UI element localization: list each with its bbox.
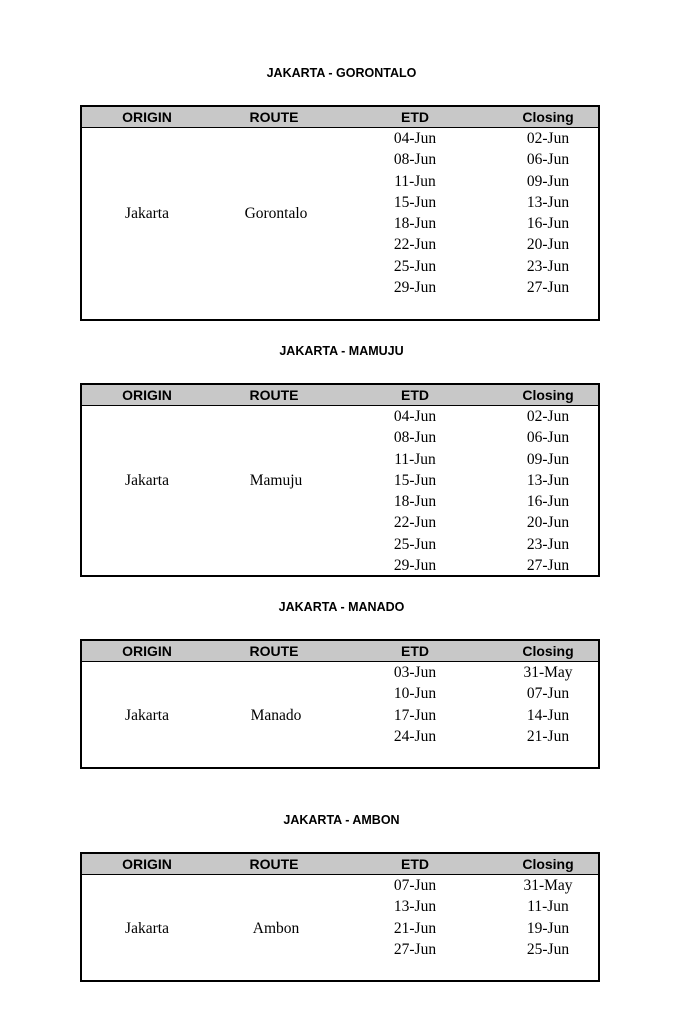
table-row [82,555,598,576]
table-row [82,213,598,234]
table-row [82,149,598,170]
etd-cell: 10-Jun [393,685,437,703]
closing-cell: 13-Jun [526,471,570,489]
etd-cell: 13-Jun [393,898,437,916]
etd-cell: 03-Jun [393,664,437,681]
table-row [82,726,598,747]
section-title: JAKARTA - AMBON [283,813,400,827]
route-cell: Mamuju [249,472,303,489]
etd-cell: 15-Jun [393,471,437,489]
table-row [82,427,598,448]
closing-cell: 27-Jun [526,557,570,575]
closing-cell: 23-Jun [526,535,570,553]
table-header [82,641,598,662]
etd-cell: 21-Jun [393,919,437,937]
header-etd: ETD [401,856,429,872]
route-cell: Ambon [252,920,300,937]
etd-cell: 25-Jun [393,535,437,553]
route-cell: Gorontalo [244,205,308,222]
table-row [82,939,598,960]
etd-cell: 24-Jun [393,727,437,745]
closing-cell: 06-Jun [526,151,570,169]
closing-cell: 14-Jun [526,706,570,724]
etd-cell: 29-Jun [393,279,437,297]
closing-cell: 21-Jun [526,727,570,745]
closing-cell: 16-Jun [526,493,570,511]
etd-cell: 15-Jun [393,193,437,211]
closing-cell: 23-Jun [526,257,570,275]
closing-cell: 19-Jun [526,919,570,937]
etd-cell: 18-Jun [393,493,437,511]
closing-cell: 16-Jun [526,215,570,233]
header-route: ROUTE [249,387,299,403]
header-origin: ORIGIN [122,856,172,872]
rows [82,662,598,747]
closing-cell: 27-Jun [526,279,570,297]
etd-cell: 04-Jun [393,130,437,147]
closing-cell: 02-Jun [526,408,570,425]
header-etd: ETD [401,109,429,125]
header-etd: ETD [401,387,429,403]
table-row [82,875,598,896]
route-cell: Manado [250,707,302,724]
closing-cell: 20-Jun [526,236,570,254]
table-row [82,491,598,512]
closing-cell: 11-Jun [527,898,569,916]
table-header [82,385,598,406]
origin-cell: Jakarta [125,920,169,937]
header-closing: Closing [522,856,574,872]
table-row [82,171,598,192]
closing-cell: 13-Jun [526,193,570,211]
section-title: JAKARTA - MANADO [278,600,405,614]
etd-cell: 07-Jun [393,877,437,894]
schedule-table [80,383,600,577]
header-etd: ETD [401,643,429,659]
origin-cell: Jakarta [125,205,169,222]
etd-cell: 08-Jun [393,151,437,169]
header-origin: ORIGIN [122,387,172,403]
table-row [82,662,598,683]
section-title: JAKARTA - GORONTALO [266,66,417,80]
table-header [82,107,598,128]
closing-cell: 20-Jun [526,514,570,532]
etd-cell: 22-Jun [393,514,437,532]
etd-cell: 18-Jun [393,215,437,233]
table-row [82,277,598,298]
header-origin: ORIGIN [122,643,172,659]
schedule-table [80,639,600,769]
table-row [82,705,598,726]
etd-cell: 04-Jun [393,408,437,425]
closing-cell: 09-Jun [526,172,570,190]
etd-cell: 22-Jun [393,236,437,254]
table-row [82,128,598,149]
table-row [82,683,598,704]
header-closing: Closing [522,109,574,125]
rows [82,128,598,298]
rows [82,875,598,960]
header-route: ROUTE [249,109,299,125]
header-route: ROUTE [249,643,299,659]
closing-cell: 09-Jun [526,450,570,468]
closing-cell: 25-Jun [526,940,570,958]
origin-cell: Jakarta [125,472,169,489]
section-title: JAKARTA - MAMUJU [279,344,404,358]
etd-cell: 08-Jun [393,429,437,447]
closing-cell: 31-May [523,877,573,894]
table-row [82,192,598,213]
table-row [82,256,598,277]
etd-cell: 29-Jun [393,557,437,575]
header-closing: Closing [522,643,574,659]
table-row [82,918,598,939]
rows [82,406,598,576]
header-route: ROUTE [249,856,299,872]
header-origin: ORIGIN [122,109,172,125]
closing-cell: 07-Jun [526,685,570,703]
etd-cell: 11-Jun [394,172,436,190]
table-row [82,512,598,533]
header-closing: Closing [522,387,574,403]
etd-cell: 27-Jun [393,940,437,958]
schedule-table [80,105,600,321]
closing-cell: 06-Jun [526,429,570,447]
etd-cell: 25-Jun [393,257,437,275]
origin-cell: Jakarta [125,707,169,724]
etd-cell: 17-Jun [393,706,437,724]
closing-cell: 02-Jun [526,130,570,147]
table-row [82,896,598,917]
table-row [82,449,598,470]
table-row [82,534,598,555]
table-row [82,406,598,427]
closing-cell: 31-May [523,664,573,681]
schedule-table [80,852,600,982]
etd-cell: 11-Jun [394,450,436,468]
table-row [82,470,598,491]
table-header [82,854,598,875]
table-row [82,234,598,255]
